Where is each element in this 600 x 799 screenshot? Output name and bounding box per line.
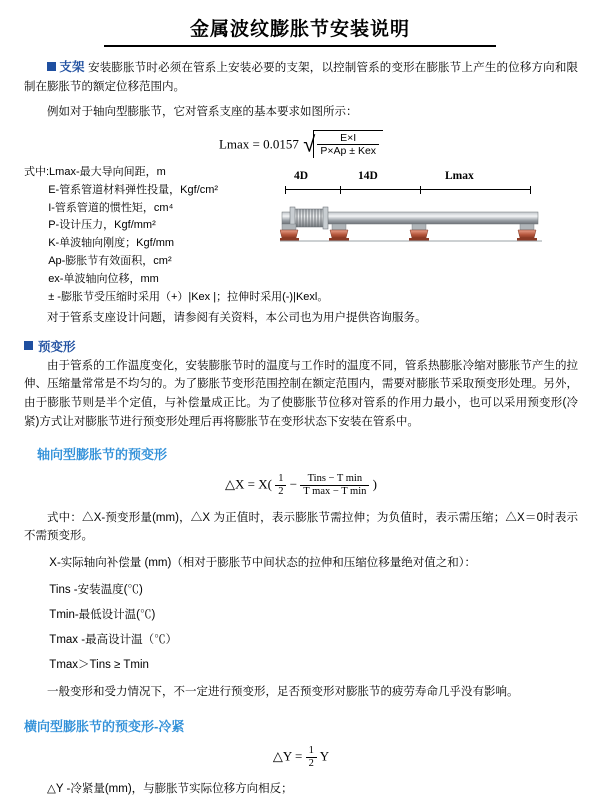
dim-label-lmax: Lmax [445,170,474,183]
lmax-formula-lhs: Lmax = 0.0157 [218,136,299,152]
section2-para1: 由于管系的工作温度变化，安装膨胀节时的温度与工作时的温度不同，管系热膨胀冷缩对膨胀节产生的拉伸、压缩量常常是不均匀的。为了膨胀节变形范围控制在额定范围内，需要对膨胀节采取预变形处理。另外，由于膨胀节则是半个定值，与补偿量成正比。为了使膨胀节位移对管系的作用力最小，也可以采用预变形(冷紧)方式让对膨胀节进行预变形处理后再将膨胀节在变形状态下安装在管系中。 [24,359,578,429]
dim-tick-2 [340,186,341,194]
lmax-formula [24,130,578,158]
sqrt-radicand [313,130,383,158]
axial-line-1: X-实际轴向补偿量 (mm)（相对于膨胀节中间状态的拉伸和压缩位移量绝对值之和）： [49,557,477,570]
diagram-dimension-labels [280,170,578,186]
subsection-axial-heading: 轴向型膨胀节的预变形 [37,447,168,463]
axial-line-2: Tins -安装温度(℃) [49,584,143,597]
legend-item-6: ex-单波轴向位移，mm [48,272,159,285]
axial-line-3: Tmin-最低设计温(℃) [49,609,156,622]
lateral-eq-frac-den: 2 [308,758,314,770]
axial-eq-frac1 [275,473,286,498]
axial-eq-frac2-num: Tins − T min [300,473,369,486]
dim-seg-14d [340,189,420,190]
axial-eq-frac1-num: 1 [275,473,286,486]
dim-seg-4d [285,189,340,190]
subsection-lateral-heading: 横向型膨胀节的预变形-冷紧 [24,719,185,735]
bullet-square-icon [47,62,56,71]
lateral-line-1: △Y -冷紧量(mm)，与膨胀节实际位移方向相反； [47,783,293,796]
legend-item-2: I-管系管道的惯性矩，cm⁴ [48,201,174,214]
axial-eq-rhs: ) [372,476,377,492]
document-body [0,57,600,799]
lateral-coldspring-equation [24,745,578,770]
dim-tick-3 [420,186,421,194]
axial-eq-lhs: △X = X( [225,476,272,492]
legend-item-3: P-设计压力，Kgf/mm² [48,219,156,232]
section1-para1-block [24,57,578,97]
axial-line-0: 式中：△X-预变形量(mm)，△X 为正值时，表示膨胀节需拉伸；为负值时，表示需压缩；△X＝0时表示不需预变形。 [24,511,578,543]
axial-eq-minus: − [289,476,298,492]
legend-and-diagram [24,164,578,307]
legend-item-4: K-单波轴向刚度；Kgf/mm [48,237,175,250]
expansion-joint-diagram [280,194,542,266]
page-title: 金属波纹膨胀节安装说明 [189,18,410,40]
dim-label-14d: 14D [358,170,378,183]
diagram-dimension-lines [280,186,578,194]
bullet-square-icon-2 [24,341,33,350]
section1-heading: 支架 [59,60,85,74]
legend-item-0: 式中:Lmax-最大导向间距，m [24,166,166,179]
axial-eq-frac2-den: T max − T min [303,486,367,498]
dim-tick-4 [530,186,531,194]
section1-closing: 对于管系支座设计问题，请参阅有关资料，本公司也为用户提供咨询服务。 [47,311,427,324]
radicand-denominator: P×Ap ± Kex [320,144,377,157]
lateral-eq-lhs: △Y = [272,748,303,764]
axial-line-5: Tmax＞Tins ≥ Tmin [49,659,149,672]
legend-item-7: ± -膨胀节受压缩时采用（+）|Kex |；拉伸时采用(-)|Kexl。 [48,290,329,303]
section2-heading: 预变形 [38,339,76,354]
legend-item-1: E-管系管道材料弹性投量，Kgf/cm² [48,183,219,196]
axial-line-6: 一般变形和受力情况下，不一定进行预变形，足否预变形对膨胀节的疲劳寿命几乎没有影响。 [47,686,519,699]
axial-line-4: Tmax -最高设计温（℃） [49,634,178,647]
title-underline [104,45,496,47]
dim-label-4d: 4D [294,170,309,183]
lateral-eq-rhs: Y [319,748,330,764]
section2-heading-row [24,337,578,355]
dim-seg-lmax [420,189,530,190]
radicand-numerator: E×I [317,132,379,145]
section1-para1: 安装膨胀节时必须在管系上安装必要的支架，以控制管系的变形在膨胀节上产生的位移方向和限制在膨胀节的额定位移范围内。 [24,62,578,93]
lateral-eq-frac [306,745,317,770]
document-page [0,14,600,796]
axial-eq-frac2 [300,473,369,498]
diagram-column [280,164,578,271]
axial-eq-frac1-den: 2 [278,486,284,498]
sqrt-symbol-icon: √ [303,131,316,157]
radicand-fraction [317,132,379,157]
dim-tick-1 [285,186,286,194]
lateral-eq-frac-num: 1 [306,745,317,758]
section1-para2: 例如对于轴向型膨胀节，它对管系支座的基本要求如图所示： [47,105,358,118]
axial-predeform-equation [24,473,578,498]
legend-item-5: Ap-膨胀节有效面积，cm² [48,255,172,268]
